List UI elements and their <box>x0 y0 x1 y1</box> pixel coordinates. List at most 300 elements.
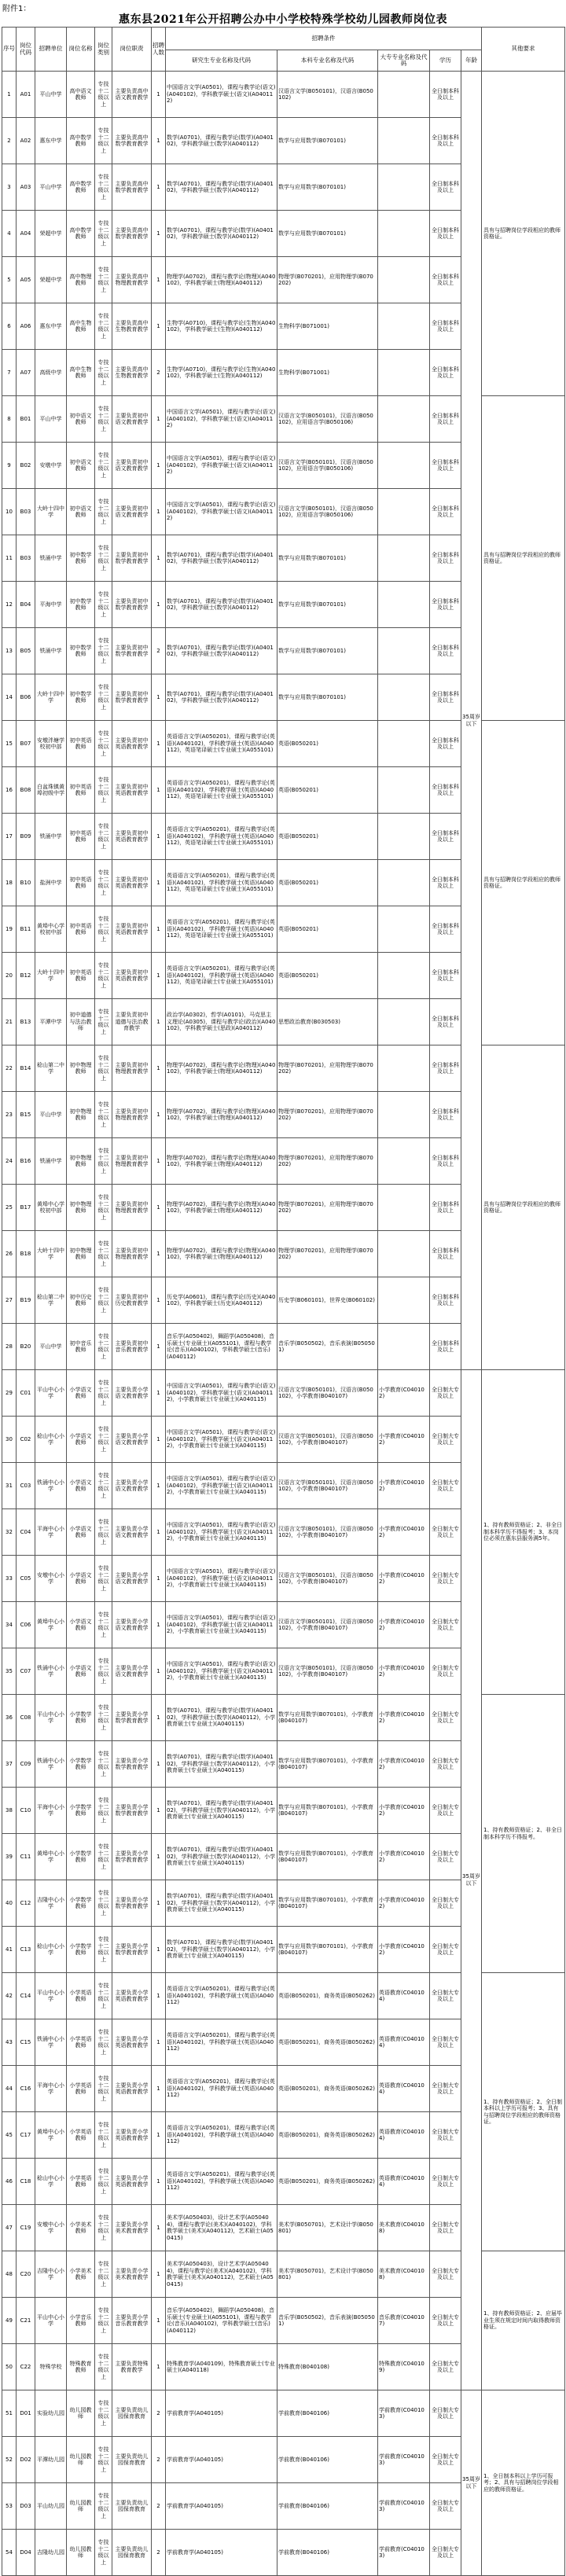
row-college-major <box>378 1138 430 1185</box>
row-college-major <box>378 767 430 814</box>
row-seq: 35 <box>2 1648 17 1695</box>
row-education: 全日制本科及以上 <box>430 489 461 535</box>
row-unit: 黄埠中心学校初中部 <box>35 906 67 953</box>
row-bach-major: 英语(B050201) <box>277 814 378 860</box>
row-grad-major: 物理学(A0702)，课程与教学论(物理)(A040102)，学科教学硕士(物理)(A040112) <box>166 1231 277 1277</box>
row-education: 全日制本科及以上 <box>430 999 461 1045</box>
row-unit: 安墩中心小学 <box>35 2205 67 2251</box>
row-grad-major: 学前教育学(A040105) <box>166 2530 277 2576</box>
row-count: 1 <box>152 489 166 535</box>
other-requirements-cell: 具有与招聘岗位学段相应的教师资格证。 <box>482 1045 565 1370</box>
row-education: 全日制大专及以上 <box>430 1509 461 1556</box>
row-grad-major: 数学(A0701)，课程与教学论(数学)(A040102)，学科教学硕士(数学)(A040112)，小学教育硕士(专业硕士)(A040115) <box>166 1834 277 1880</box>
row-post-code: B08 <box>17 767 35 814</box>
row-count: 1 <box>152 2298 166 2344</box>
row-post-type: 专技十二级以上 <box>95 1648 112 1695</box>
row-unit: 大岭十四中学 <box>35 489 67 535</box>
row-bach-major: 思想政治教育(B030503) <box>277 999 378 1045</box>
row-grad-major: 物理学(A0702)，课程与教学论(物理)(A040102)，学科教学硕士(物理)(A040112) <box>166 1138 277 1185</box>
row-education: 全日制大专及以上 <box>430 2019 461 2066</box>
row-post-type: 专技十二级以上 <box>95 211 112 257</box>
row-post-code: A03 <box>17 164 35 211</box>
row-post-name: 初中语文教师 <box>67 396 95 443</box>
row-post-name: 小学数学教师 <box>67 1880 95 1927</box>
row-college-major: 英语教育(C040104) <box>378 1973 430 2019</box>
row-education: 全日制大专及以上 <box>430 2344 461 2390</box>
row-post-type: 专技十二级以上 <box>95 1788 112 1834</box>
row-seq: 30 <box>2 1417 17 1463</box>
row-seq: 17 <box>2 814 17 860</box>
row-bach-major: 物理学(B070201)，应用物理学(B070202) <box>277 1138 378 1185</box>
row-unit: 大岭十四中学 <box>35 953 67 999</box>
row-unit: 平山中心小学 <box>35 1370 67 1417</box>
row-unit: 平山中学 <box>35 396 67 443</box>
row-grad-major: 数学(A0701)，课程与教学论(数学)(A040102)，学科教学硕士(数学)(A040112) <box>166 582 277 628</box>
row-duty: 主要负责初中道德与法治教育教学 <box>112 999 152 1045</box>
row-post-code: B11 <box>17 906 35 953</box>
row-seq: 40 <box>2 1880 17 1927</box>
row-post-type: 专技十二级以上 <box>95 1973 112 2019</box>
other-requirements-cell: 1、持有教师资格证；2、应届毕业生须在规定时间内取得教师资格证。 <box>482 2251 565 2390</box>
row-post-code: B10 <box>17 860 35 906</box>
row-post-code: C04 <box>17 1509 35 1556</box>
row-post-code: B12 <box>17 953 35 999</box>
row-count: 1 <box>152 118 166 164</box>
row-post-name: 初中数学教师 <box>67 582 95 628</box>
row-grad-major: 英语语言文学(A050201)，课程与教学论(英语)(A040102)，学科教学硕士(英语)(A040112)，英语笔译硕士(专业硕士)(A055101) <box>166 814 277 860</box>
row-count: 1 <box>152 1417 166 1463</box>
row-post-code: A05 <box>17 257 35 303</box>
row-duty: 主要负责小学语文教育教学 <box>112 1509 152 1556</box>
row-seq: 33 <box>2 1556 17 1602</box>
row-unit: 铁涌中心小学 <box>35 2019 67 2066</box>
row-duty: 主要负责小学语文教育教学 <box>112 1370 152 1417</box>
row-education: 全日制大专及以上 <box>430 2251 461 2298</box>
row-bach-major: 数学与应用数学(B070101) <box>277 535 378 582</box>
row-grad-major: 特殊教育学(A040109)，特殊教育硕士(专业硕士)(A040118) <box>166 2344 277 2390</box>
row-duty: 主要负责小学数学教育教学 <box>112 1788 152 1834</box>
row-duty: 主要负责小学美术教育教学 <box>112 2251 152 2298</box>
row-grad-major: 中国语言文学(A0501)，课程与教学论(语文)(A040102)，学科教学硕士(语文)(A040112)，小学教育硕士(专业硕士)(A040115) <box>166 1648 277 1695</box>
row-bach-major: 数学与应用数学(B070101) <box>277 211 378 257</box>
row-education: 全日制本科及以上 <box>430 814 461 860</box>
row-duty: 主要负责小学数学教育教学 <box>112 1695 152 1741</box>
row-grad-major: 英语语言文学(A050201)，课程与教学论(英语)(A040102)，学科教学硕士(英语)(A040112) <box>166 2159 277 2205</box>
row-duty: 主要负责初中英语教育教学 <box>112 721 152 767</box>
row-bach-major: 数学与应用数学(B070101)，小学教育(B040107) <box>277 1927 378 1973</box>
row-duty: 主要负责小学英语教育教学 <box>112 1973 152 2019</box>
row-education: 全日制本科及以上 <box>430 721 461 767</box>
row-unit: 铁涌中学 <box>35 535 67 582</box>
row-grad-major: 英语语言文学(A050201)，课程与教学论(英语)(A040102)，学科教学硕士(英语)(A040112) <box>166 2019 277 2066</box>
row-count: 1 <box>152 721 166 767</box>
row-bach-major: 物理学(B070201)，应用物理学(B070202) <box>277 1045 378 1092</box>
row-post-code: B03 <box>17 535 35 582</box>
row-post-name: 初中英语教师 <box>67 953 95 999</box>
row-college-major <box>378 1045 430 1092</box>
row-post-type: 专技十二级以上 <box>95 1927 112 1973</box>
header-age: 年龄 <box>461 50 482 72</box>
row-count: 1 <box>152 2019 166 2066</box>
row-count: 1 <box>152 1277 166 1324</box>
position-table <box>2 27 565 2576</box>
row-college-major: 小学教育(C040102) <box>378 1927 430 1973</box>
row-duty: 主要负责初中数学教育教学 <box>112 674 152 721</box>
row-count: 1 <box>152 1370 166 1417</box>
row-education: 全日制本科及以上 <box>430 211 461 257</box>
row-seq: 4 <box>2 211 17 257</box>
row-grad-major: 数学(A0701)，课程与教学论(数学)(A040102)，学科教学硕士(数学)(A040112) <box>166 211 277 257</box>
row-post-name: 小学英语教师 <box>67 1973 95 2019</box>
row-post-type: 专技十二级以上 <box>95 164 112 211</box>
row-seq: 39 <box>2 1834 17 1880</box>
row-unit: 吉隆中心小学 <box>35 2251 67 2298</box>
row-post-code: B06 <box>17 674 35 721</box>
row-duty: 主要负责初中英语教育教学 <box>112 953 152 999</box>
row-bach-major: 汉语言文学(B050101)，汉语言(B050102)，小学教育(B040107) <box>277 1463 378 1509</box>
row-bach-major: 学前教育(B040106) <box>277 2483 378 2530</box>
row-duty: 主要负责初中英语教育教学 <box>112 860 152 906</box>
row-count: 2 <box>152 2437 166 2483</box>
row-unit: 黄埠中心小学 <box>35 1834 67 1880</box>
row-grad-major: 数学(A0701)，课程与教学论(数学)(A040102)，学科教学硕士(数学)(A040112) <box>166 164 277 211</box>
row-post-type: 专技十二级以上 <box>95 1741 112 1788</box>
row-post-name: 高中生物教师 <box>67 350 95 396</box>
row-post-name: 初中英语教师 <box>67 860 95 906</box>
other-requirements-cell: 具有与招聘岗位学段相应的教师资格证。 <box>482 721 565 1045</box>
row-post-code: B05 <box>17 628 35 674</box>
row-grad-major: 物理学(A0702)，课程与教学论(物理)(A040102)，学科教学硕士(物理)(A040112) <box>166 1092 277 1138</box>
row-duty: 主要负责高中物理教育教学 <box>112 257 152 303</box>
row-unit: 黄埠中心学校初中部 <box>35 1185 67 1231</box>
row-college-major: 小学教育(C040102) <box>378 1834 430 1880</box>
row-grad-major: 英语语言文学(A050201)，课程与教学论(英语)(A040102)，学科教学硕士(英语)(A040112)，英语笔译硕士(专业硕士)(A055101) <box>166 767 277 814</box>
row-post-code: B03 <box>17 489 35 535</box>
row-count: 1 <box>152 1138 166 1185</box>
row-count: 1 <box>152 1509 166 1556</box>
row-bach-major: 历史学(B060101)，世界史(B060102) <box>277 1277 378 1324</box>
row-post-name: 小学美术教师 <box>67 2205 95 2251</box>
position-table-container <box>2 27 564 2566</box>
document-title: 惠东县2021年公开招聘公办中小学校特殊学校幼儿园教师岗位表 <box>119 13 447 26</box>
row-unit: 高级中学 <box>35 350 67 396</box>
row-post-code: C10 <box>17 1788 35 1834</box>
row-education: 全日制大专及以上 <box>430 1788 461 1834</box>
row-count: 1 <box>152 1463 166 1509</box>
row-grad-major: 英语语言文学(A050201)，课程与教学论(英语)(A040102)，学科教学硕士(英语)(A040112)，英语笔译硕士(专业硕士)(A055101) <box>166 860 277 906</box>
row-post-type: 专技十二级以上 <box>95 1185 112 1231</box>
row-duty: 主要负责幼儿园保育教育 <box>112 2437 152 2483</box>
row-bach-major: 英语(B050201)，商务英语(B050262) <box>277 2019 378 2066</box>
row-bach-major: 英语(B050201) <box>277 767 378 814</box>
row-college-major: 小学教育(C040102) <box>378 1741 430 1788</box>
row-college-major: 小学教育(C040102) <box>378 1417 430 1463</box>
row-post-name: 小学语文教师 <box>67 1463 95 1509</box>
other-requirements-cell: 具有与招聘岗位学段相应的教师资格证。 <box>482 72 565 396</box>
row-count: 1 <box>152 2159 166 2205</box>
row-duty: 主要负责小学语文教育教学 <box>112 1556 152 1602</box>
row-count: 1 <box>152 72 166 118</box>
row-duty: 主要负责初中英语教育教学 <box>112 906 152 953</box>
row-unit: 平山中学 <box>35 1324 67 1370</box>
row-education: 全日制本科及以上 <box>430 628 461 674</box>
row-unit: 平山幼儿园 <box>35 2483 67 2530</box>
row-seq: 3 <box>2 164 17 211</box>
row-count: 1 <box>152 1973 166 2019</box>
row-college-major <box>378 489 430 535</box>
row-college-major <box>378 999 430 1045</box>
table-row <box>2 1370 565 1417</box>
row-unit: 大岭十四中学 <box>35 674 67 721</box>
row-college-major: 小学教育(C040102) <box>378 1788 430 1834</box>
header-post-code: 岗位代码 <box>17 28 35 72</box>
row-education: 全日制本科及以上 <box>430 443 461 489</box>
row-education: 全日制本科及以上 <box>430 1185 461 1231</box>
row-post-type: 专技十二级以上 <box>95 767 112 814</box>
row-duty: 主要负责小学数学教育教学 <box>112 1834 152 1880</box>
row-seq: 32 <box>2 1509 17 1556</box>
row-bach-major: 学前教育(B040106) <box>277 2390 378 2437</box>
row-bach-major: 英语(B050201)，商务英语(B050262) <box>277 1973 378 2019</box>
row-duty: 主要负责高中数学教育教学 <box>112 211 152 257</box>
row-unit: 稔山中心小学 <box>35 1927 67 1973</box>
row-post-name: 高中语文教师 <box>67 72 95 118</box>
row-college-major <box>378 860 430 906</box>
row-seq: 34 <box>2 1602 17 1648</box>
row-grad-major: 音乐学(A050402)，舞蹈学(A050408)，音乐硕士(专业硕士)(A055101)，课程与教学论(音乐)(A040102)，学科教学硕士(音乐)(A040112) <box>166 1324 277 1370</box>
row-unit: 稔山第二中学 <box>35 1277 67 1324</box>
row-education: 全日制大专及以上 <box>430 2437 461 2483</box>
row-duty: 主要负责小学英语教育教学 <box>112 2112 152 2159</box>
row-education: 全日制大专及以上 <box>430 2530 461 2576</box>
row-post-type: 专技十二级以上 <box>95 257 112 303</box>
row-post-type: 专技十二级以上 <box>95 303 112 350</box>
row-grad-major: 音乐学(A050402)，舞蹈学(A050408)，音乐硕士(专业硕士)(A055101)，课程与教学论(音乐)(A040102)，学科教学硕士(音乐)(A040112) <box>166 2298 277 2344</box>
row-count: 1 <box>152 1741 166 1788</box>
row-post-code: C07 <box>17 1648 35 1695</box>
row-count: 1 <box>152 767 166 814</box>
row-seq: 51 <box>2 2390 17 2437</box>
row-post-name: 小学数学教师 <box>67 1695 95 1741</box>
table-row <box>2 72 565 118</box>
row-post-type: 专技十二级以上 <box>95 489 112 535</box>
row-unit: 平山中心小学 <box>35 2298 67 2344</box>
row-post-code: C11 <box>17 1834 35 1880</box>
row-post-name: 小学美术教师 <box>67 2251 95 2298</box>
row-post-type: 专技十二级以上 <box>95 2298 112 2344</box>
row-post-code: C14 <box>17 1973 35 2019</box>
row-bach-major: 汉语言文学(B050101)，汉语言(B050102)，应用语言学(B050106) <box>277 489 378 535</box>
row-grad-major: 中国语言文学(A0501)，课程与教学论(语文)(A040102)，学科教学硕士(语文)(A040112)，小学教育硕士(专业硕士)(A040115) <box>166 1556 277 1602</box>
row-grad-major: 英语语言文学(A050201)，课程与教学论(英语)(A040102)，学科教学硕士(英语)(A040112) <box>166 2112 277 2159</box>
row-grad-major: 数学(A0701)，课程与教学论(数学)(A040102)，学科教学硕士(数学)(A040112)，小学教育硕士(专业硕士)(A040115) <box>166 1695 277 1741</box>
row-post-code: C19 <box>17 2205 35 2251</box>
row-count: 1 <box>152 1927 166 1973</box>
row-post-code: B19 <box>17 1277 35 1324</box>
row-post-type: 专技十二级以上 <box>95 2530 112 2576</box>
row-count: 1 <box>152 814 166 860</box>
row-college-major: 美术教育(C040108) <box>378 2205 430 2251</box>
row-education: 全日制本科及以上 <box>430 1138 461 1185</box>
row-grad-major: 数学(A0701)，课程与教学论(数学)(A040102)，学科教学硕士(数学)(A040112)，小学教育硕士(专业硕士)(A040115) <box>166 1741 277 1788</box>
row-post-name: 初中英语教师 <box>67 814 95 860</box>
row-unit: 安墩中学 <box>35 443 67 489</box>
row-education: 全日制本科及以上 <box>430 257 461 303</box>
row-count: 1 <box>152 1324 166 1370</box>
row-unit: 平山中心小学 <box>35 1695 67 1741</box>
row-unit: 平山中学 <box>35 164 67 211</box>
row-count: 1 <box>152 164 166 211</box>
row-count: 1 <box>152 582 166 628</box>
row-post-name: 小学英语教师 <box>67 2159 95 2205</box>
row-seq: 9 <box>2 443 17 489</box>
row-post-type: 专技十二级以上 <box>95 2344 112 2390</box>
row-education: 全日制本科及以上 <box>430 72 461 118</box>
row-count: 1 <box>152 535 166 582</box>
row-post-name: 特殊教育教师 <box>67 2344 95 2390</box>
row-post-code: B07 <box>17 721 35 767</box>
row-college-major <box>378 1092 430 1138</box>
row-seq: 45 <box>2 2112 17 2159</box>
row-bach-major: 汉语言文学(B050101)，汉语言(B050102)，小学教育(B040107) <box>277 1648 378 1695</box>
row-count: 1 <box>152 999 166 1045</box>
row-post-code: C13 <box>17 1927 35 1973</box>
header-education: 学历 <box>430 50 461 72</box>
row-bach-major: 英语(B050201)，商务英语(B050262) <box>277 2112 378 2159</box>
row-duty: 主要负责高中生物教育教学 <box>112 303 152 350</box>
row-unit: 平山中心小学 <box>35 1973 67 2019</box>
row-unit: 白盆珠镇黄埠初级中学 <box>35 767 67 814</box>
row-grad-major: 历史学(A0601)，课程与教学论(历史)(A040102)，学科教学硕士(历史)(A040112) <box>166 1277 277 1324</box>
row-bach-major: 音乐学(B050502)，音乐表演(B050501) <box>277 1324 378 1370</box>
row-education: 全日制本科及以上 <box>430 118 461 164</box>
row-unit: 稔山中心小学 <box>35 1417 67 1463</box>
row-duty: 主要负责高中语文教育教学 <box>112 72 152 118</box>
row-post-type: 专技十二级以上 <box>95 1324 112 1370</box>
row-count: 1 <box>152 906 166 953</box>
row-count: 1 <box>152 1602 166 1648</box>
row-post-type: 专技十二级以上 <box>95 674 112 721</box>
row-bach-major: 数学与应用数学(B070101) <box>277 674 378 721</box>
row-grad-major: 中国语言文学(A0501)，课程与教学论(语文)(A040102)，学科教学硕士(语文)(A040112) <box>166 489 277 535</box>
header-count: 招聘人数 <box>152 28 166 72</box>
row-education: 全日制本科及以上 <box>430 1324 461 1370</box>
row-post-code: A02 <box>17 118 35 164</box>
row-college-major <box>378 628 430 674</box>
row-duty: 主要负责初中英语教育教学 <box>112 814 152 860</box>
row-education: 全日制本科及以上 <box>430 1277 461 1324</box>
row-college-major <box>378 1231 430 1277</box>
table-row <box>2 2390 565 2437</box>
row-bach-major: 物理学(B070201)，应用物理学(B070202) <box>277 1231 378 1277</box>
row-seq: 10 <box>2 489 17 535</box>
row-education: 全日制本科及以上 <box>430 535 461 582</box>
row-education: 全日制大专及以上 <box>430 1973 461 2019</box>
row-bach-major: 特殊教育(B040108) <box>277 2344 378 2390</box>
row-duty: 主要负责初中英语教育教学 <box>112 767 152 814</box>
row-seq: 14 <box>2 674 17 721</box>
row-duty: 主要负责小学美术教育教学 <box>112 2205 152 2251</box>
row-post-type: 专技十二级以上 <box>95 1463 112 1509</box>
row-post-code: D01 <box>17 2390 35 2437</box>
row-grad-major: 英语语言文学(A050201)，课程与教学论(英语)(A040102)，学科教学硕士(英语)(A040112) <box>166 1973 277 2019</box>
row-post-code: B15 <box>17 1092 35 1138</box>
row-unit: 铁涌中学 <box>35 628 67 674</box>
row-post-type: 专技十二级以上 <box>95 814 112 860</box>
row-seq: 2 <box>2 118 17 164</box>
row-count: 1 <box>152 860 166 906</box>
row-duty: 主要负责小学语文教育教学 <box>112 1602 152 1648</box>
row-post-type: 专技十二级以上 <box>95 1092 112 1138</box>
row-post-name: 初中语文教师 <box>67 489 95 535</box>
row-unit: 安墩泮塘学校初中部 <box>35 721 67 767</box>
row-grad-major: 数学(A0701)，课程与教学论(数学)(A040102)，学科教学硕士(数学)(A040112) <box>166 628 277 674</box>
row-post-code: B04 <box>17 582 35 628</box>
row-count: 1 <box>152 674 166 721</box>
row-duty: 主要负责高中数学教育教学 <box>112 118 152 164</box>
row-seq: 25 <box>2 1185 17 1231</box>
row-post-code: A01 <box>17 72 35 118</box>
row-duty: 主要负责小学语文教育教学 <box>112 1648 152 1695</box>
row-post-name: 初中物理教师 <box>67 1185 95 1231</box>
row-post-type: 专技十二级以上 <box>95 2437 112 2483</box>
row-post-type: 专技十二级以上 <box>95 1602 112 1648</box>
row-unit: 惠东中学 <box>35 118 67 164</box>
row-grad-major: 中国语言文学(A0501)，课程与教学论(语文)(A040102)，学科教学硕士(语文)(A040112)，小学教育硕士(专业硕士)(A040115) <box>166 1417 277 1463</box>
row-post-code: A06 <box>17 303 35 350</box>
row-grad-major: 美术学(A050403)，设计艺术学(A050404)，课程与教学论(美术)(A040102)，学科教学硕士(美术)(A040112)，艺术硕士(A050415) <box>166 2205 277 2251</box>
row-seq: 37 <box>2 1741 17 1788</box>
row-duty: 主要负责初中语文教育教学 <box>112 489 152 535</box>
row-post-code: D03 <box>17 2483 35 2530</box>
row-count: 1 <box>152 1648 166 1695</box>
header-post-type: 岗位类别 <box>95 28 112 72</box>
row-bach-major: 英语(B050201) <box>277 906 378 953</box>
row-bach-major: 物理学(B070201)，应用物理学(B070202) <box>277 1185 378 1231</box>
row-duty: 主要负责小学英语教育教学 <box>112 2019 152 2066</box>
row-post-code: C22 <box>17 2344 35 2390</box>
row-duty: 主要负责高中数学教育教学 <box>112 164 152 211</box>
row-post-code: C06 <box>17 1602 35 1648</box>
row-seq: 1 <box>2 72 17 118</box>
row-post-code: C01 <box>17 1370 35 1417</box>
row-grad-major: 美术学(A050403)，设计艺术学(A050404)，课程与教学论(美术)(A040102)，学科教学硕士(美术)(A040112)，艺术硕士(A050415) <box>166 2251 277 2298</box>
row-post-code: C18 <box>17 2159 35 2205</box>
row-college-major: 特殊教育(C040109) <box>378 2344 430 2390</box>
row-post-type: 专技十二级以上 <box>95 1695 112 1741</box>
row-post-name: 初中英语教师 <box>67 767 95 814</box>
row-post-name: 初中物理教师 <box>67 1092 95 1138</box>
row-seq: 8 <box>2 396 17 443</box>
row-seq: 15 <box>2 721 17 767</box>
row-post-name: 高中数学教师 <box>67 164 95 211</box>
row-post-name: 小学英语教师 <box>67 2019 95 2066</box>
row-post-name: 初中语文教师 <box>67 443 95 489</box>
row-count: 1 <box>152 1556 166 1602</box>
row-unit: 平潭中学 <box>35 999 67 1045</box>
row-grad-major: 数学(A0701)，课程与教学论(数学)(A040102)，学科教学硕士(数学)(A040112)，小学教育硕士(专业硕士)(A040115) <box>166 1788 277 1834</box>
row-grad-major: 政治学(A0302)，哲学(A0101)，马克思主义理论(A0305)，课程与教学论(政治)(A040102)，学科教学硕士(思政)(A040112) <box>166 999 277 1045</box>
row-post-type: 专技十二级以上 <box>95 953 112 999</box>
row-college-major: 小学教育(C040102) <box>378 1880 430 1927</box>
row-bach-major: 汉语言文学(B050101)，汉语言(B050102)，小学教育(B040107) <box>277 1509 378 1556</box>
row-post-code: B20 <box>17 1324 35 1370</box>
row-duty: 主要负责小学数学教育教学 <box>112 1927 152 1973</box>
row-post-type: 专技十二级以上 <box>95 1417 112 1463</box>
row-college-major <box>378 257 430 303</box>
header-post-name: 岗位名称 <box>67 28 95 72</box>
row-duty: 主要负责初中物理教育教学 <box>112 1092 152 1138</box>
